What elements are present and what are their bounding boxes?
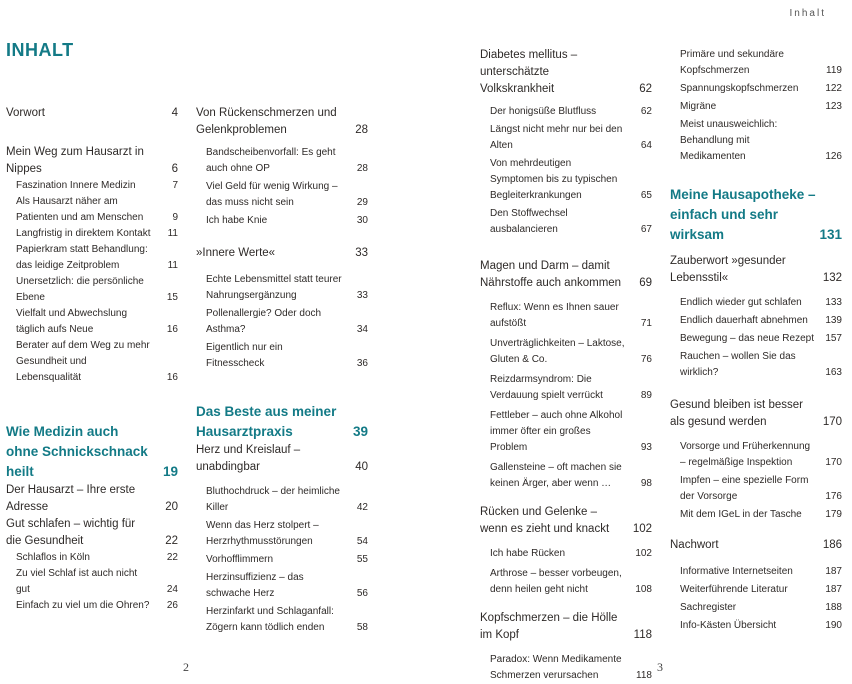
toc-entry-title: Papierkram statt Behandlung: das leidige Zeitproblem bbox=[16, 244, 148, 271]
toc-entry-title: Gesund bleiben ist besser als gesund werden bbox=[670, 399, 803, 428]
toc-entry-page: 22 bbox=[166, 552, 178, 563]
toc-entry-page: 54 bbox=[356, 536, 368, 547]
toc-entry-title: Echte Lebensmittel statt teurer Nahrungsergänzung bbox=[206, 274, 342, 301]
toc-entry-page: 187 bbox=[825, 584, 842, 595]
toc-entry-page: 58 bbox=[356, 622, 368, 633]
toc-chapter-entry bbox=[670, 253, 842, 287]
toc-entry-page: 76 bbox=[640, 354, 652, 365]
toc-entry-title: Gut schlafen – wichtig für die Gesundheit bbox=[6, 518, 136, 547]
toc-entry-page: 71 bbox=[640, 318, 652, 329]
toc-subentry bbox=[670, 618, 842, 634]
toc-entry-title: Bewegung – das neue Rezept bbox=[680, 333, 814, 344]
toc-subentry bbox=[6, 550, 178, 566]
toc-entry-page: 170 bbox=[822, 416, 842, 428]
toc-entry-page: 4 bbox=[171, 107, 178, 119]
toc-entry-page: 6 bbox=[171, 163, 178, 175]
toc-subentry bbox=[670, 439, 842, 471]
toc-column-2 bbox=[196, 105, 368, 636]
toc-entry-title: Mein Weg zum Hausarzt in Nippes bbox=[6, 146, 144, 175]
toc-chapter-entry bbox=[6, 105, 178, 122]
toc-entry-title: Rücken und Gelenke – wenn es zieht und knackt bbox=[480, 506, 610, 535]
toc-entry-title: Mit dem IGeL in der Tasche bbox=[680, 509, 802, 520]
toc-subentry bbox=[670, 349, 842, 381]
toc-entry-page: 62 bbox=[640, 106, 652, 117]
toc-entry-page: 118 bbox=[633, 629, 652, 641]
toc-entry-title: Magen und Darm – damit Nährstoffe auch ankommen bbox=[480, 260, 622, 289]
toc-entry-title: Langfristig in direktem Kontakt bbox=[16, 228, 151, 239]
toc-entry-page: 40 bbox=[355, 461, 368, 473]
toc-subentry bbox=[670, 507, 842, 523]
toc-chapter-entry bbox=[480, 47, 652, 98]
toc-entry-page: 102 bbox=[632, 523, 652, 535]
toc-entry-title: Herzinfarkt und Schlaganfall: Zögern kann tödlich enden bbox=[206, 606, 334, 633]
toc-subentry bbox=[196, 484, 368, 516]
toc-entry-page: 56 bbox=[356, 588, 368, 599]
toc-entry-title: Unersetzlich: die persönliche Ebene bbox=[16, 276, 144, 303]
toc-entry-title: Als Hausarzt näher am Patienten und am Menschen bbox=[16, 196, 144, 223]
toc-entry-title: Einfach zu viel um die Ohren? bbox=[16, 600, 150, 611]
toc-entry-page: 42 bbox=[356, 502, 368, 513]
toc-section-heading bbox=[196, 402, 368, 442]
toc-subentry bbox=[6, 566, 178, 598]
toc-subentry bbox=[670, 81, 842, 97]
toc-entry-title: Wie Medizin auch ohne Schnickschnack heilt bbox=[6, 424, 148, 479]
toc-entry-title: Kopfschmerzen – die Hölle im Kopf bbox=[480, 612, 618, 641]
toc-entry-title: Bandscheibenvorfall: Es geht auch ohne OP bbox=[206, 147, 336, 174]
toc-subentry bbox=[480, 156, 652, 204]
toc-subentry bbox=[196, 552, 368, 568]
toc-entry-title: Migräne bbox=[680, 101, 717, 112]
toc-entry-page: 133 bbox=[825, 297, 842, 308]
toc-entry-title: Unverträglichkeiten – Laktose, Gluten & Co. bbox=[490, 338, 625, 365]
toc-subentry bbox=[480, 206, 652, 238]
toc-entry-title: Zu viel Schlaf ist auch nicht gut bbox=[16, 568, 138, 595]
toc-entry-title: Bluthochdruck – der heimliche Killer bbox=[206, 486, 340, 513]
toc-entry-title: Paradox: Wenn Medikamente Schmerzen verursachen bbox=[490, 654, 622, 681]
toc-subentry bbox=[480, 300, 652, 332]
toc-entry-title: Vorwort bbox=[6, 107, 45, 119]
toc-entry-page: 64 bbox=[640, 140, 652, 151]
folio-right: 3 bbox=[657, 660, 663, 674]
toc-subentry bbox=[196, 145, 368, 177]
toc-entry-page: 108 bbox=[635, 584, 652, 595]
toc-subentry bbox=[196, 306, 368, 338]
folio-left: 2 bbox=[183, 660, 189, 674]
running-head: Inhalt bbox=[789, 8, 826, 19]
toc-entry-title: Vielfalt und Abwechslung täglich aufs Neue bbox=[16, 308, 128, 335]
toc-subentry bbox=[6, 598, 178, 614]
toc-subentry bbox=[196, 604, 368, 636]
toc-entry-page: 163 bbox=[825, 367, 842, 378]
toc-subentry bbox=[670, 47, 842, 79]
toc-entry-page: 139 bbox=[825, 315, 842, 326]
toc-entry-title: Von mehrdeutigen Symptomen bis zu typischen Begleiterkrankungen bbox=[490, 158, 618, 201]
toc-entry-page: 11 bbox=[167, 228, 178, 239]
toc-subentry bbox=[480, 104, 652, 120]
toc-subentry bbox=[480, 372, 652, 404]
toc-entry-title: Diabetes mellitus – unterschätzte Volkskrankheit bbox=[480, 49, 578, 95]
toc-entry-page: 33 bbox=[355, 247, 368, 259]
toc-entry-page: 186 bbox=[822, 539, 842, 551]
toc-entry-title: Berater auf dem Weg zu mehr Gesundheit und Lebensqualität bbox=[16, 340, 150, 383]
toc-entry-title: Ich habe Knie bbox=[206, 215, 268, 226]
toc-entry-page: 187 bbox=[825, 566, 842, 577]
toc-entry-title: Vorhofflimmern bbox=[206, 554, 274, 565]
toc-chapter-entry bbox=[480, 258, 652, 292]
toc-entry-title: »Innere Werte« bbox=[196, 247, 276, 259]
toc-entry-title: Das Beste aus meiner Hausarztpraxis bbox=[196, 404, 337, 439]
toc-entry-page: 176 bbox=[825, 491, 842, 502]
toc-entry-title: Meist unausweichlich: Behandlung mit Medikamenten bbox=[680, 119, 778, 162]
toc-entry-title: Der Hausarzt – Ihre erste Adresse bbox=[6, 484, 136, 513]
toc-column-4 bbox=[670, 47, 842, 634]
toc-entry-page: 62 bbox=[639, 83, 652, 95]
toc-entry-page: 65 bbox=[640, 190, 652, 201]
toc-entry-page: 131 bbox=[819, 227, 842, 242]
toc-entry-page: 122 bbox=[825, 83, 842, 94]
toc-section-heading bbox=[6, 422, 178, 482]
toc-chapter-entry bbox=[670, 537, 842, 554]
toc-entry-page: 16 bbox=[166, 324, 178, 335]
toc-entry-page: 188 bbox=[825, 602, 842, 613]
toc-chapter-entry bbox=[6, 482, 178, 516]
toc-subentry bbox=[670, 564, 842, 580]
toc-entry-page: 55 bbox=[356, 554, 368, 565]
toc-entry-page: 69 bbox=[639, 277, 652, 289]
toc-entry-page: 157 bbox=[825, 333, 842, 344]
toc-entry-page: 102 bbox=[635, 548, 652, 559]
toc-entry-page: 20 bbox=[165, 501, 178, 513]
toc-entry-page: 39 bbox=[352, 424, 368, 439]
toc-chapter-entry bbox=[196, 245, 368, 262]
toc-entry-title: Info-Kästen Übersicht bbox=[680, 620, 777, 631]
toc-entry-title: Herz und Kreislauf – unabdingbar bbox=[196, 444, 301, 473]
toc-entry-title: Meine Hausapotheke – einfach und sehr wirksam bbox=[670, 187, 816, 242]
toc-entry-page: 126 bbox=[825, 151, 842, 162]
toc-subentry bbox=[480, 652, 652, 684]
toc-subentry bbox=[196, 179, 368, 211]
toc-entry-page: 9 bbox=[172, 212, 178, 223]
toc-entry-page: 132 bbox=[822, 272, 842, 284]
toc-chapter-entry bbox=[6, 144, 178, 178]
toc-subentry bbox=[670, 117, 842, 165]
toc-entry-page: 16 bbox=[166, 372, 178, 383]
toc-subentry bbox=[480, 408, 652, 456]
toc-entry-title: Fettleber – auch ohne Alkohol immer öfter ein großes Problem bbox=[490, 410, 623, 453]
toc-entry-page: 119 bbox=[826, 65, 842, 76]
toc-subentry bbox=[670, 295, 842, 311]
toc-entry-page: 33 bbox=[356, 290, 368, 301]
toc-entry-title: Pollenallergie? Oder doch Asthma? bbox=[206, 308, 322, 335]
toc-entry-title: Reflux: Wenn es Ihnen sauer aufstößt bbox=[490, 302, 619, 329]
toc-subentry bbox=[6, 178, 178, 194]
toc-entry-page: 19 bbox=[162, 464, 178, 479]
toc-subentry bbox=[6, 274, 178, 306]
toc-entry-title: Arthrose – besser vorbeugen, denn heilen geht nicht bbox=[490, 568, 622, 595]
toc-subentry bbox=[670, 582, 842, 598]
toc-subentry bbox=[6, 226, 178, 242]
toc-subentry bbox=[480, 546, 652, 562]
toc-entry-page: 118 bbox=[636, 670, 652, 681]
toc-entry-page: 93 bbox=[640, 442, 652, 453]
toc-entry-title: Von Rückenschmerzen und Gelenkproblemen bbox=[196, 107, 337, 136]
toc-chapter-entry bbox=[196, 442, 368, 476]
toc-subentry bbox=[670, 331, 842, 347]
toc-entry-page: 36 bbox=[356, 358, 368, 369]
toc-subentry bbox=[6, 194, 178, 226]
toc-entry-page: 26 bbox=[166, 600, 178, 611]
toc-entry-page: 89 bbox=[640, 390, 652, 401]
toc-subentry bbox=[480, 566, 652, 598]
toc-entry-title: Endlich dauerhaft abnehmen bbox=[680, 315, 808, 326]
toc-entry-page: 22 bbox=[165, 535, 178, 547]
toc-entry-title: Nachwort bbox=[670, 539, 719, 551]
toc-subentry bbox=[196, 340, 368, 372]
toc-entry-title: Informative Internetseiten bbox=[680, 566, 793, 577]
toc-entry-page: 24 bbox=[166, 584, 178, 595]
toc-entry-page: 179 bbox=[825, 509, 842, 520]
toc-subentry bbox=[670, 99, 842, 115]
toc-entry-page: 98 bbox=[640, 478, 652, 489]
toc-entry-title: Ich habe Rücken bbox=[490, 548, 566, 559]
toc-subentry bbox=[480, 460, 652, 492]
toc-entry-title: Spannungskopfschmerzen bbox=[680, 83, 799, 94]
toc-chapter-entry bbox=[196, 105, 368, 139]
toc-subentry bbox=[6, 306, 178, 338]
toc-subentry bbox=[196, 272, 368, 304]
toc-section-heading bbox=[670, 185, 842, 245]
toc-entry-title: Endlich wieder gut schlafen bbox=[680, 297, 802, 308]
toc-subentry bbox=[196, 213, 368, 229]
toc-entry-title: Rauchen – wollen Sie das wirklich? bbox=[680, 351, 796, 378]
toc-entry-page: 11 bbox=[167, 260, 178, 271]
toc-chapter-entry bbox=[480, 610, 652, 644]
toc-subentry bbox=[196, 518, 368, 550]
toc-entry-page: 123 bbox=[825, 101, 842, 112]
toc-entry-title: Sachregister bbox=[680, 602, 737, 613]
toc-column-3 bbox=[480, 47, 652, 684]
toc-subentry bbox=[670, 473, 842, 505]
toc-entry-page: 190 bbox=[825, 620, 842, 631]
toc-entry-page: 28 bbox=[356, 163, 368, 174]
toc-entry-title: Wenn das Herz stolpert – Herzrhythmusstörungen bbox=[206, 520, 319, 547]
toc-entry-page: 15 bbox=[166, 292, 178, 303]
toc-entry-title: Viel Geld für wenig Wirkung – das muss nicht sein bbox=[206, 181, 338, 208]
toc-entry-title: Längst nicht mehr nur bei den Alten bbox=[490, 124, 623, 151]
toc-subentry bbox=[670, 600, 842, 616]
toc-entry-page: 170 bbox=[825, 457, 842, 468]
toc-subentry bbox=[480, 336, 652, 368]
toc-entry-title: Schlaflos in Köln bbox=[16, 552, 90, 563]
toc-chapter-entry bbox=[670, 397, 842, 431]
toc-subentry bbox=[6, 338, 178, 386]
toc-entry-page: 7 bbox=[172, 180, 178, 191]
toc-entry-page: 30 bbox=[356, 215, 368, 226]
toc-entry-page: 67 bbox=[640, 224, 652, 235]
toc-entry-title: Zauberwort »gesunder Lebensstil« bbox=[670, 255, 786, 284]
toc-entry-title: Reizdarmsyndrom: Die Verdauung spielt verrückt bbox=[490, 374, 603, 401]
toc-entry-title: Impfen – eine spezielle Form der Vorsorge bbox=[680, 475, 809, 502]
toc-subentry bbox=[6, 242, 178, 274]
toc-entry-page: 34 bbox=[356, 324, 368, 335]
toc-entry-title: Weiterführende Literatur bbox=[680, 584, 788, 595]
toc-entry-title: Herzinsuffizienz – das schwache Herz bbox=[206, 572, 304, 599]
toc-entry-title: Der honigsüße Blutfluss bbox=[490, 106, 597, 117]
toc-entry-title: Vorsorge und Früherkennung – regelmäßige Inspektion bbox=[680, 441, 811, 468]
toc-subentry bbox=[480, 122, 652, 154]
toc-chapter-entry bbox=[6, 516, 178, 550]
toc-entry-page: 29 bbox=[356, 197, 368, 208]
toc-entry-title: Eigentlich nur ein Fitnesscheck bbox=[206, 342, 283, 369]
toc-entry-title: Den Stoffwechsel ausbalancieren bbox=[490, 208, 568, 235]
toc-subentry bbox=[196, 570, 368, 602]
toc-entry-title: Gallensteine – oft machen sie keinen Ärger, aber wenn … bbox=[490, 462, 622, 489]
toc-entry-title: Faszination Innere Medizin bbox=[16, 180, 136, 191]
toc-chapter-entry bbox=[480, 504, 652, 538]
toc-entry-page: 28 bbox=[355, 124, 368, 136]
toc-subentry bbox=[670, 313, 842, 329]
page-title: INHALT bbox=[6, 40, 74, 60]
toc-entry-title: Primäre und sekundäre Kopfschmerzen bbox=[680, 49, 784, 76]
toc-column-1 bbox=[6, 105, 178, 614]
